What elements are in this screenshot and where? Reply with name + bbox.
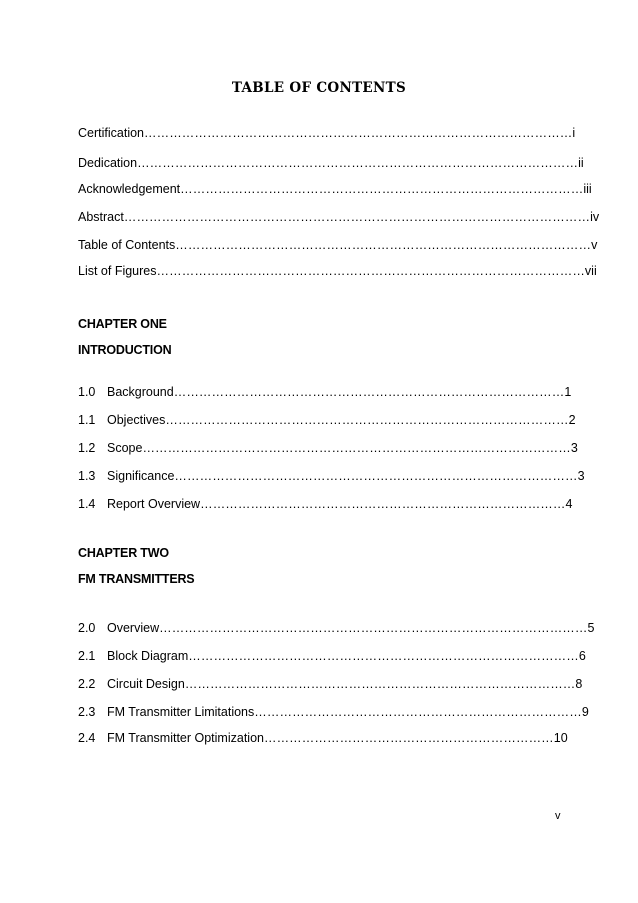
toc-entry-2-1 <box>78 647 586 665</box>
toc-entry-list-of-figures <box>78 262 597 280</box>
entry-leader: …………………………………………………………………………………… <box>174 469 578 483</box>
entry-leader: …………………………………………………………………………… <box>200 497 566 511</box>
toc-entry-2-2 <box>78 675 583 693</box>
toc-entry-2-4 <box>78 729 568 747</box>
toc-entry-1-4 <box>78 495 573 513</box>
toc-entry-acknowledgement <box>78 180 592 198</box>
entry-leader: ………………………………………………………………………………… <box>173 385 565 399</box>
section-number: 1.2 <box>78 441 96 455</box>
entry-leader: ………………………………………………………………………………… <box>188 649 579 663</box>
toc-entry-1-0 <box>78 383 572 401</box>
entry-page: 6 <box>578 649 586 663</box>
entry-page: iv <box>590 210 600 224</box>
entry-leader: …………………………………………………………………… <box>254 705 582 719</box>
section-number: 2.1 <box>78 649 96 663</box>
entry-page: 8 <box>575 677 583 691</box>
chapter-one-title: INTRODUCTION <box>78 343 172 357</box>
entry-label: FM Transmitter Limitations <box>107 705 255 719</box>
toc-entry-dedication <box>78 154 584 172</box>
toc-entry-2-0 <box>78 619 595 637</box>
chapter-one-heading: CHAPTER ONE <box>78 317 167 331</box>
entry-label: Table of Contents <box>78 238 176 252</box>
entry-page: 3 <box>570 441 578 455</box>
toc-entry-abstract <box>78 208 600 226</box>
section-number: 1.4 <box>78 497 96 511</box>
page-number: v <box>555 810 561 822</box>
section-number: 2.3 <box>78 705 96 719</box>
entry-label: Report Overview <box>107 497 201 511</box>
entry-label: List of Figures <box>78 264 157 278</box>
toc-entry-2-3 <box>78 703 589 721</box>
entry-page: 2 <box>568 413 576 427</box>
entry-leader: ………………………………………………………………………………………… <box>159 621 588 635</box>
entry-label: Certification <box>78 126 144 140</box>
page-title: TABLE OF CONTENTS <box>231 80 407 96</box>
entry-label: Objectives <box>107 413 166 427</box>
entry-label: Significance <box>107 469 175 483</box>
section-number: 2.4 <box>78 731 96 745</box>
toc-entry-1-1 <box>78 411 576 429</box>
chapter-two-title: FM TRANSMITTERS <box>78 572 195 586</box>
entry-label: Scope <box>107 441 143 455</box>
toc-entry-1-2 <box>78 439 578 457</box>
toc-entry-certification <box>78 124 576 142</box>
toc-entry-table-of-contents <box>78 236 598 254</box>
entry-leader: …………………………………………………………………………………… <box>180 182 584 196</box>
section-number: 1.1 <box>78 413 96 427</box>
entry-page: iii <box>583 182 592 196</box>
entry-page: i <box>572 126 576 140</box>
entry-leader: ………………………………………………………………………………………… <box>156 264 585 278</box>
entry-page: 3 <box>577 469 585 483</box>
entry-label: Block Diagram <box>107 649 189 663</box>
entry-leader: …………………………………………………………………………………………… <box>137 156 579 170</box>
entry-label: Dedication <box>78 156 138 170</box>
entry-page: 9 <box>581 705 589 719</box>
entry-label: Overview <box>107 621 160 635</box>
entry-label: Abstract <box>78 210 124 224</box>
entry-label: FM Transmitter Optimization <box>107 731 264 745</box>
entry-leader: …………………………………………………………… <box>263 731 554 745</box>
entry-page: 1 <box>564 385 572 399</box>
entry-page: 4 <box>565 497 573 511</box>
section-number: 2.0 <box>78 621 96 635</box>
entry-page: 5 <box>587 621 595 635</box>
entry-leader: ………………………………………………………………………………………… <box>144 126 573 140</box>
section-number: 1.0 <box>78 385 96 399</box>
entry-page: ii <box>578 156 584 170</box>
toc-entry-1-3 <box>78 467 585 485</box>
entry-leader: ………………………………………………………………………………………… <box>142 441 571 455</box>
entry-leader: ……………………………………………………………………………………… <box>175 238 592 252</box>
entry-page: vii <box>584 264 597 278</box>
entry-page: v <box>591 238 598 252</box>
section-number: 2.2 <box>78 677 96 691</box>
entry-leader: ………………………………………………………………………………………………… <box>123 210 591 224</box>
entry-label: Background <box>107 385 174 399</box>
section-number: 1.3 <box>78 469 96 483</box>
chapter-two-heading: CHAPTER TWO <box>78 546 169 560</box>
entry-leader: …………………………………………………………………………………… <box>165 413 569 427</box>
entry-page: 10 <box>553 731 568 745</box>
entry-label: Acknowledgement <box>78 182 181 196</box>
entry-leader: ………………………………………………………………………………… <box>184 677 576 691</box>
entry-label: Circuit Design <box>107 677 185 691</box>
